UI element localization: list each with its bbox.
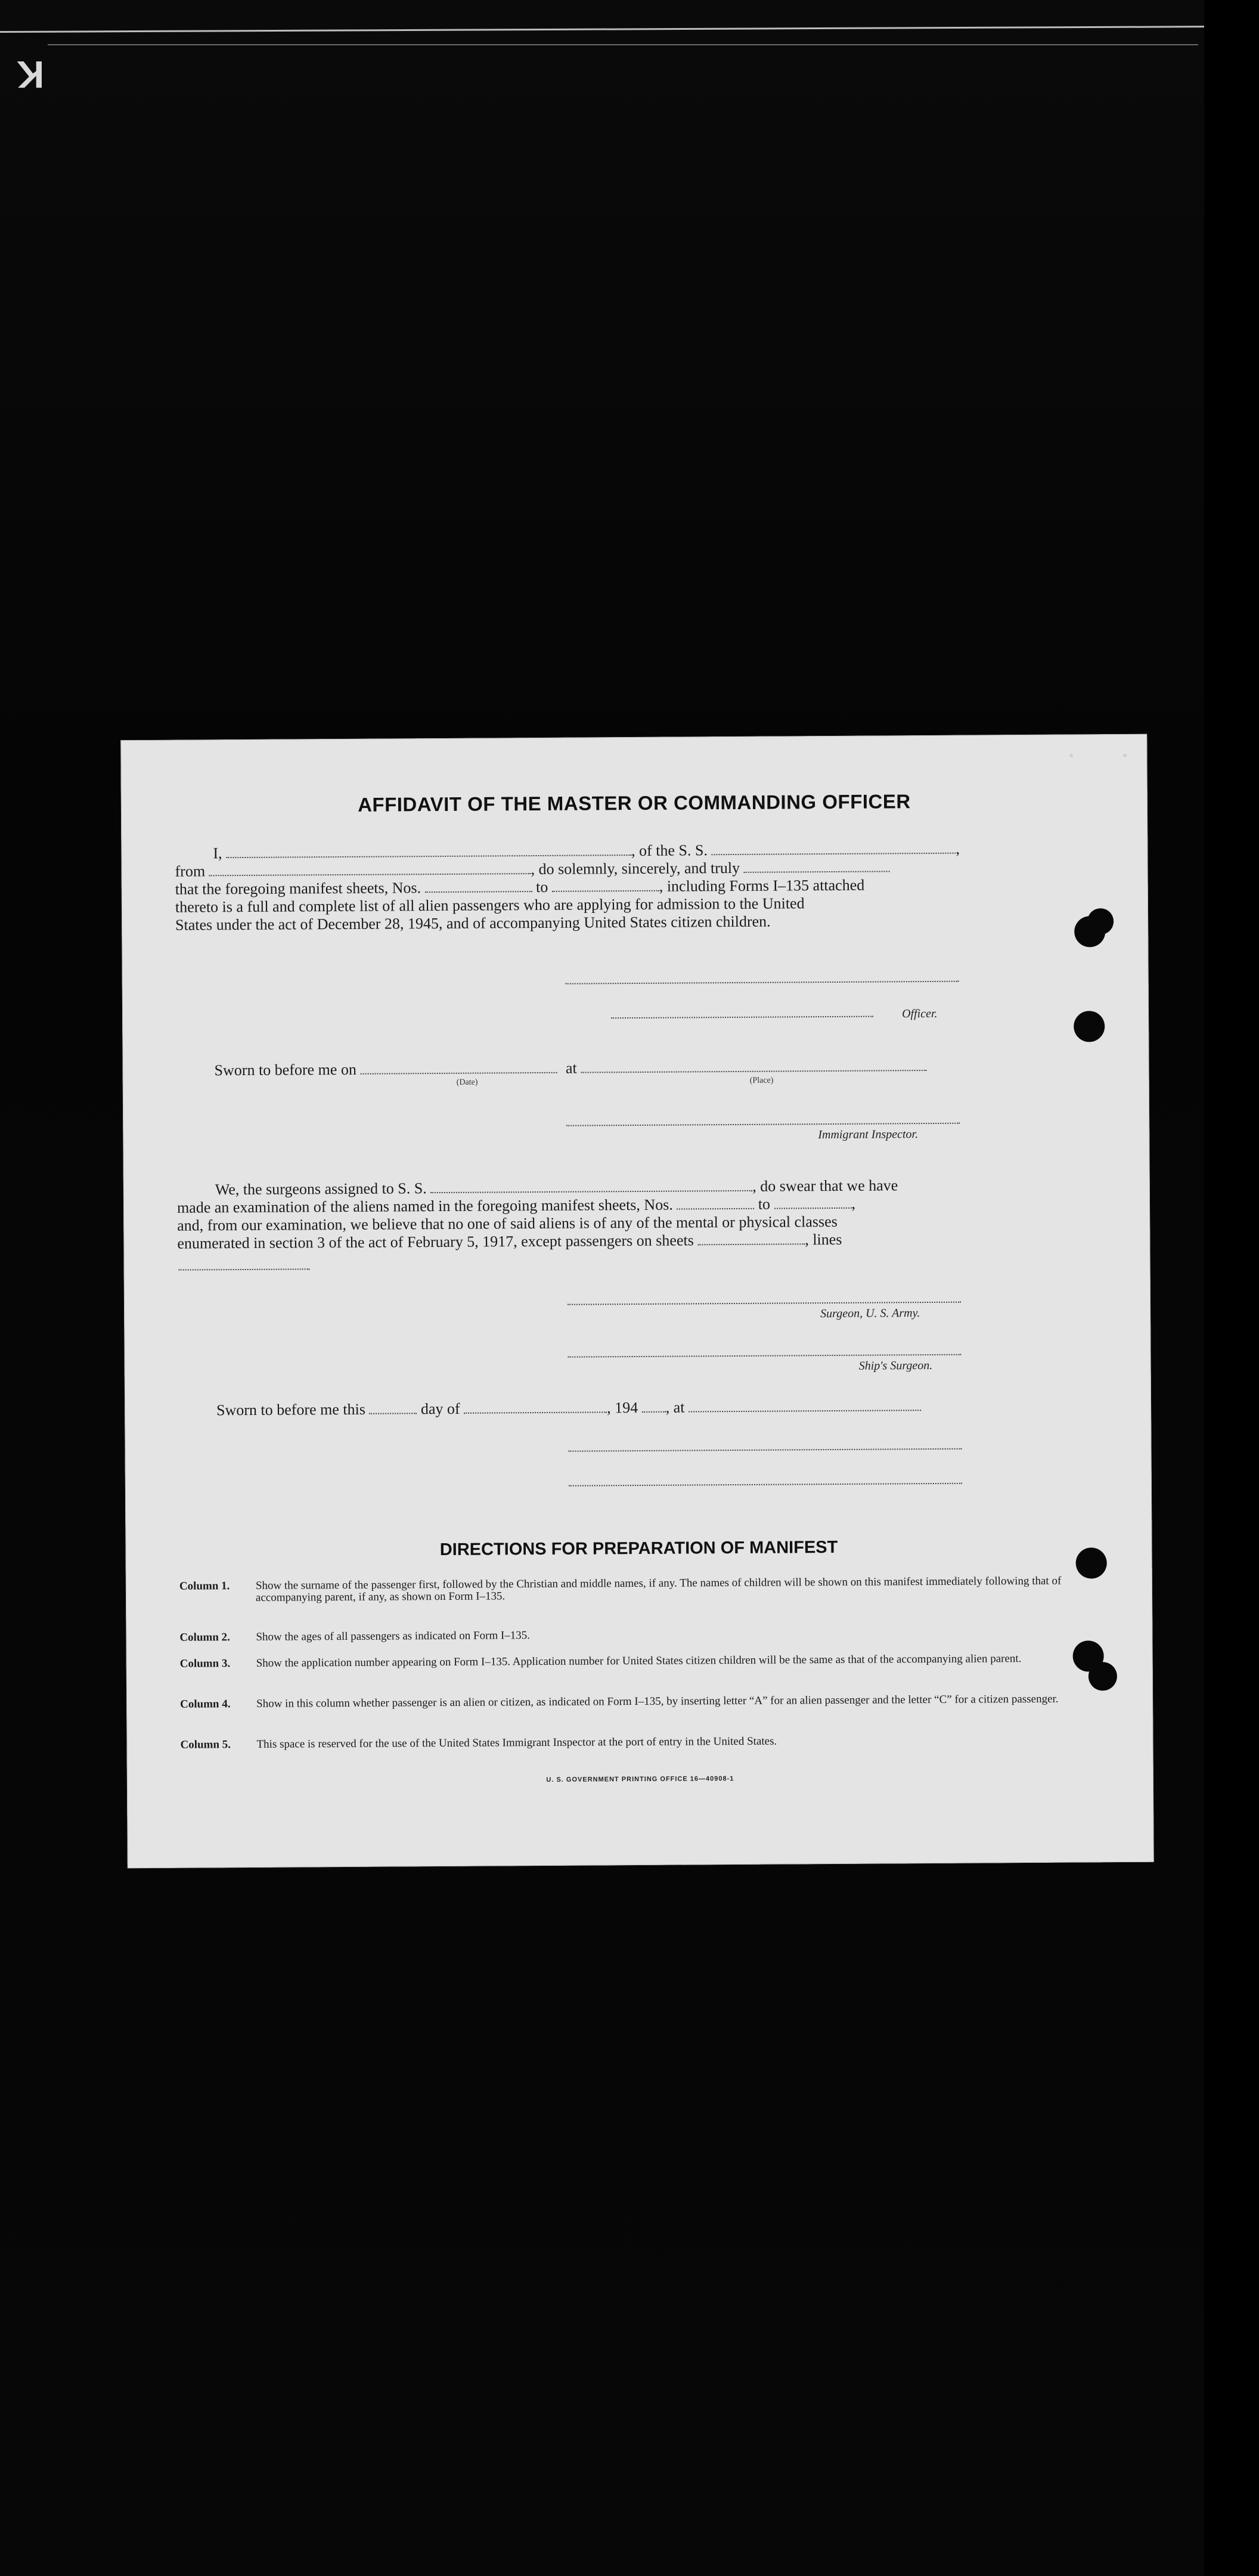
text: , including Forms I–135 attached <box>659 876 865 895</box>
blank-place <box>689 1398 921 1412</box>
roll-mark: K <box>17 53 45 96</box>
blank-sheet-to <box>774 1196 851 1209</box>
signature-line <box>611 1016 873 1019</box>
blank-place <box>581 1058 926 1073</box>
affidavit-title: AFFIDAVIT OF THE MASTER OR COMMANDING OFFICER <box>358 790 911 816</box>
text: Sworn to before me this <box>216 1400 366 1419</box>
blank-ship-name <box>711 841 956 856</box>
officer-label: Officer. <box>901 1007 938 1021</box>
direction-text: Show the application number appearing on Form I–135. Application number for United States citizen children will be the same as that of the accompanying alien parent. <box>256 1652 1022 1670</box>
blank-sheet-to <box>552 878 659 892</box>
direction-text: This space is reserved for the use of the United States Immigrant Inspector at the port of entry in the United States. <box>256 1735 777 1751</box>
text: , at <box>665 1398 685 1416</box>
text: , do swear that we have <box>752 1176 898 1195</box>
text: , <box>851 1194 856 1212</box>
date-label: (Date) <box>456 1078 478 1087</box>
blank-affirm <box>743 859 889 872</box>
direction-item <box>180 1693 1098 1710</box>
direction-item <box>179 1626 1097 1643</box>
text: , lines <box>805 1230 842 1249</box>
direction-text: Show the ages of all passengers as indicated on Form I–135. <box>256 1629 531 1643</box>
direction-column: Column 5. <box>180 1738 231 1751</box>
blank-lines <box>179 1268 310 1270</box>
signature-line <box>568 1354 962 1358</box>
signature-line <box>569 1448 962 1452</box>
signature-line <box>566 1123 960 1126</box>
place-label: (Place) <box>749 1076 774 1085</box>
manifest-page <box>120 734 1154 1868</box>
text: day of <box>420 1400 460 1418</box>
film-speck <box>1123 754 1127 757</box>
inspector-label: Immigrant Inspector. <box>818 1128 919 1142</box>
printing-office-footer: U. S. GOVERNMENT PRINTING OFFICE 16—40908-1 <box>546 1775 734 1784</box>
direction-column: Column 1. <box>179 1580 230 1593</box>
punch-hole <box>1074 1011 1105 1042</box>
affidavit-line-5: States under the act of December 28, 1945, and of accompanying United States citizen children. <box>175 912 771 934</box>
text: at <box>565 1059 577 1077</box>
text: to <box>758 1195 771 1213</box>
text: I, <box>213 844 222 862</box>
blank-master-name <box>226 843 631 858</box>
text: , of the S. S. <box>631 841 708 860</box>
blank-day <box>369 1401 417 1414</box>
signature-line <box>566 981 959 984</box>
text: that the foregoing manifest sheets, Nos. <box>175 879 421 898</box>
surgeons-line-3: and, from our examination, we believe that no one of said aliens is of any of the mental or physical classes <box>177 1212 838 1234</box>
text: enumerated in section 3 of the act of February 5, 1917, except passengers on sheets <box>177 1231 694 1252</box>
sworn-line-surgeons <box>178 1396 1134 1420</box>
text: from <box>175 862 206 880</box>
blank-port <box>209 861 531 876</box>
blank-month <box>464 1400 607 1413</box>
ship-surgeon-label: Ship's Surgeon. <box>858 1358 933 1373</box>
direction-item <box>180 1733 1098 1751</box>
text: Sworn to before me on <box>214 1060 356 1079</box>
direction-column: Column 4. <box>180 1698 231 1711</box>
sworn-line-master <box>176 1056 1133 1080</box>
direction-item <box>179 1575 1097 1604</box>
text: to <box>535 878 548 896</box>
direction-column: Column 3. <box>179 1657 231 1670</box>
blank-year <box>642 1400 666 1413</box>
blank-date <box>360 1060 557 1075</box>
text: , do solemnly, sincerely, and truly <box>531 859 740 878</box>
blank-ship-name <box>430 1178 752 1193</box>
directions-title: DIRECTIONS FOR PREPARATION OF MANIFEST <box>439 1537 838 1560</box>
blank-sheet-from <box>677 1196 754 1210</box>
text: We, the surgeons assigned to S. S. <box>215 1179 427 1199</box>
text: , 194 <box>607 1398 638 1417</box>
punch-hole <box>1087 908 1114 934</box>
blank-sheet-from <box>424 879 532 893</box>
film-speck <box>1069 754 1073 757</box>
affidavit-line-4: thereto is a full and complete list of all alien passengers who are applying for admission to the United <box>175 894 805 916</box>
signature-line <box>568 1302 961 1305</box>
signature-line <box>569 1483 962 1487</box>
punch-hole <box>1089 1662 1117 1690</box>
text: , <box>956 840 960 857</box>
direction-item <box>180 1652 1098 1670</box>
army-surgeon-label: Surgeon, U. S. Army. <box>820 1306 920 1321</box>
blank-sheets <box>697 1231 805 1245</box>
direction-text: Show the surname of the passenger first, followed by the Christian and middle names, if any. The names of children will be shown on this manifest immediately following that of accompanying parent, if any, as shown on Form I–135. <box>255 1574 1062 1604</box>
punch-hole <box>1076 1547 1107 1578</box>
direction-text: Show in this column whether passenger is an alien or citizen, as indicated on Form I–135, by inserting letter “A” for an alien passenger and the letter “C” for a citizen passenger. <box>256 1692 1059 1710</box>
direction-column: Column 2. <box>179 1631 230 1644</box>
film-scratch <box>48 44 1198 45</box>
text: made an examination of the aliens named in the foregoing manifest sheets, Nos. <box>176 1196 673 1216</box>
film-edge-strip <box>1204 0 1259 2576</box>
